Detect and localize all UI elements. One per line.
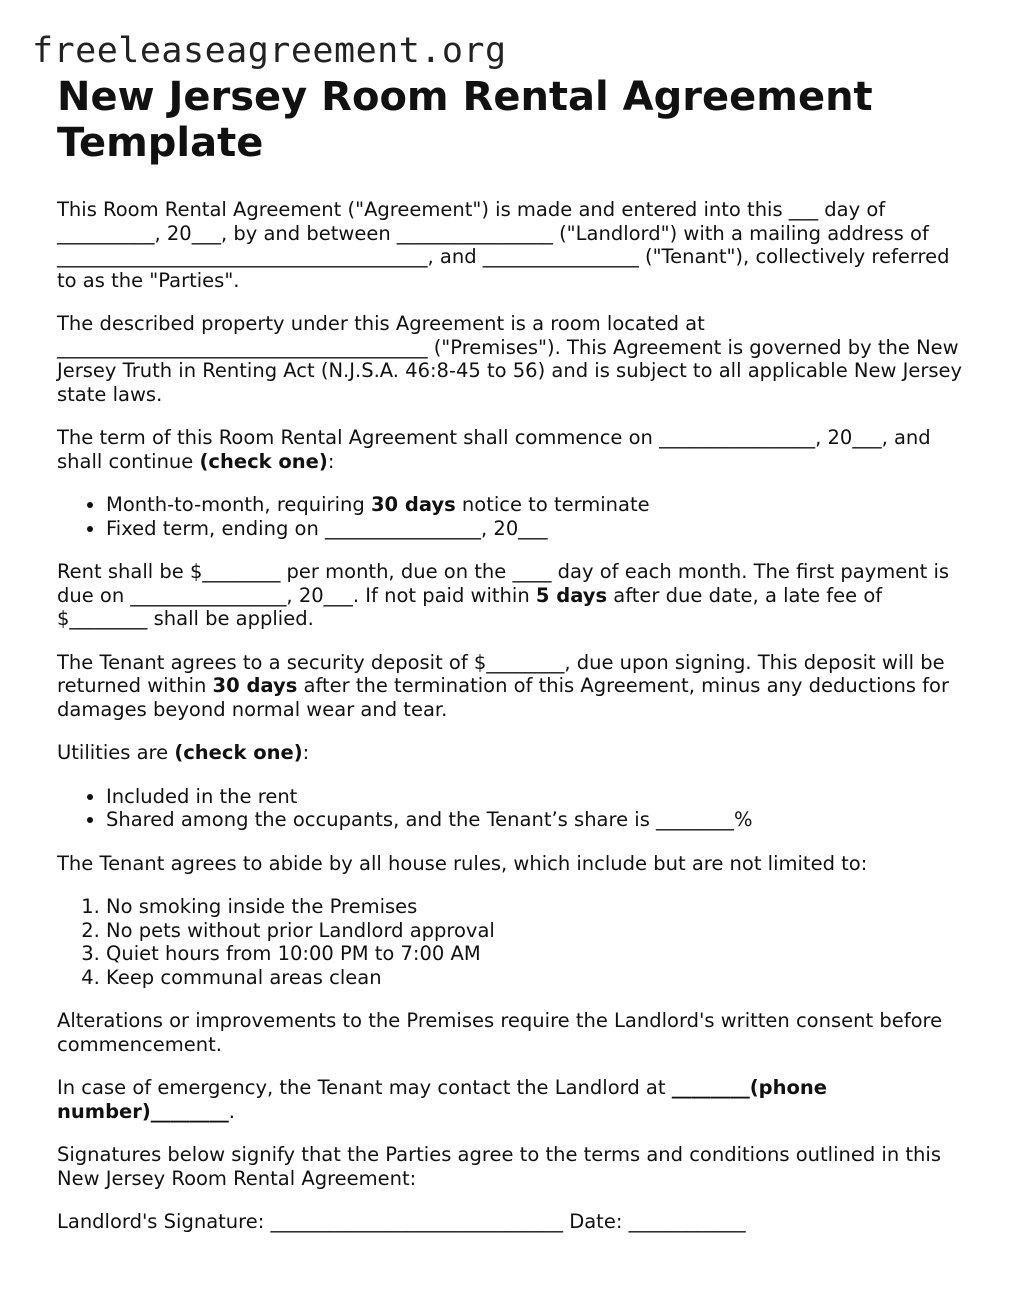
site-watermark: freeleaseagreement.org <box>32 31 507 71</box>
premises-paragraph: The described property under this Agreement is a room located at ______________________________________ ("Premises"). This Agreement is governed by the New Jersey Truth in Renting Act (N.J.S.A. 46:8-45 to 56) and is subject to all applicable New Jersey state laws. <box>57 312 963 406</box>
utilities-paragraph <box>57 741 967 765</box>
emergency-paragraph <box>57 1076 967 1123</box>
house-rules-list <box>57 895 967 989</box>
house-rule: 4. Keep communal areas clean <box>106 966 967 990</box>
deposit-text: The Tenant agrees to a security deposit of $________, due upon signing. This deposit will be returned within <box>57 650 945 697</box>
deposit-text-end: after the termination of this Agreement, minus any deductions for damages beyond normal wear and tear. <box>57 674 949 721</box>
rent-grace-period: 5 days <box>535 583 608 607</box>
house-rule: 3. Quiet hours from 10:00 PM to 7:00 AM <box>106 942 967 966</box>
term-options-list <box>57 493 967 540</box>
term-option-month-to-month <box>106 493 967 517</box>
rent-text-end: after due date, a late fee of $________ shall be applied. <box>57 583 883 630</box>
utility-options-list <box>57 785 967 832</box>
parties-paragraph: This Room Rental Agreement ("Agreement") is made and entered into this ___ day of __________, 20___, by and between ________________ ("Landlord") with a mailing address of ______________________________________, and ________________ ("Tenant"), collectively referred to as the "Parties". <box>57 198 950 292</box>
utilities-text: Utilities are <box>57 741 175 764</box>
emergency-phone-blank: ________(phone number)________ <box>57 1076 827 1123</box>
house-rule: 1. No smoking inside the Premises <box>106 895 967 919</box>
utility-option-included: • Included in the rent <box>106 785 967 809</box>
emergency-text: In case of emergency, the Tenant may contact the Landlord at <box>57 1076 672 1099</box>
term-option-fixed-term: • Fixed term, ending on ________________, 20___ <box>106 517 967 541</box>
utilities-colon: : <box>302 741 310 764</box>
term-option-text: Month-to-month, requiring <box>106 493 371 516</box>
rent-text: Rent shall be $________ per month, due on the ____ day of each month. The first payment is due on ________________, 20___. If not paid within <box>57 560 950 607</box>
utility-option-shared: • Shared among the occupants, and the Tenant’s share is ________% <box>106 808 967 832</box>
term-option-text-end: notice to terminate <box>455 493 650 516</box>
alterations-paragraph: Alterations or improvements to the Premises require the Landlord's written consent before commencement. <box>57 1009 943 1056</box>
term-check-one: (check one) <box>199 449 328 473</box>
emergency-period: . <box>228 1099 235 1123</box>
rules-intro: The Tenant agrees to abide by all house rules, which include but are not limited to: <box>57 851 868 875</box>
term-text: The term of this Room Rental Agreement shall commence on ________________, 20___, and shall continue <box>57 426 931 473</box>
utilities-check-one: (check one) <box>174 741 303 764</box>
term-colon: : <box>327 449 335 473</box>
document <box>57 74 967 1254</box>
deposit-return-period: 30 days <box>212 674 298 697</box>
rent-paragraph <box>57 560 967 631</box>
house-rule: 2. No pets without prior Landlord approval <box>106 919 967 943</box>
term-option-bold: 30 days <box>370 493 456 516</box>
landlord-signature-line: Landlord's Signature: ______________________________ Date: ____________ <box>57 1210 746 1233</box>
deposit-paragraph <box>57 651 967 722</box>
signatures-intro: Signatures below signify that the Parties agree to the terms and conditions outlined in this New Jersey Room Rental Agreement: <box>57 1143 941 1190</box>
term-paragraph <box>57 426 967 473</box>
page-title: New Jersey Room Rental Agreement Template <box>57 74 873 166</box>
